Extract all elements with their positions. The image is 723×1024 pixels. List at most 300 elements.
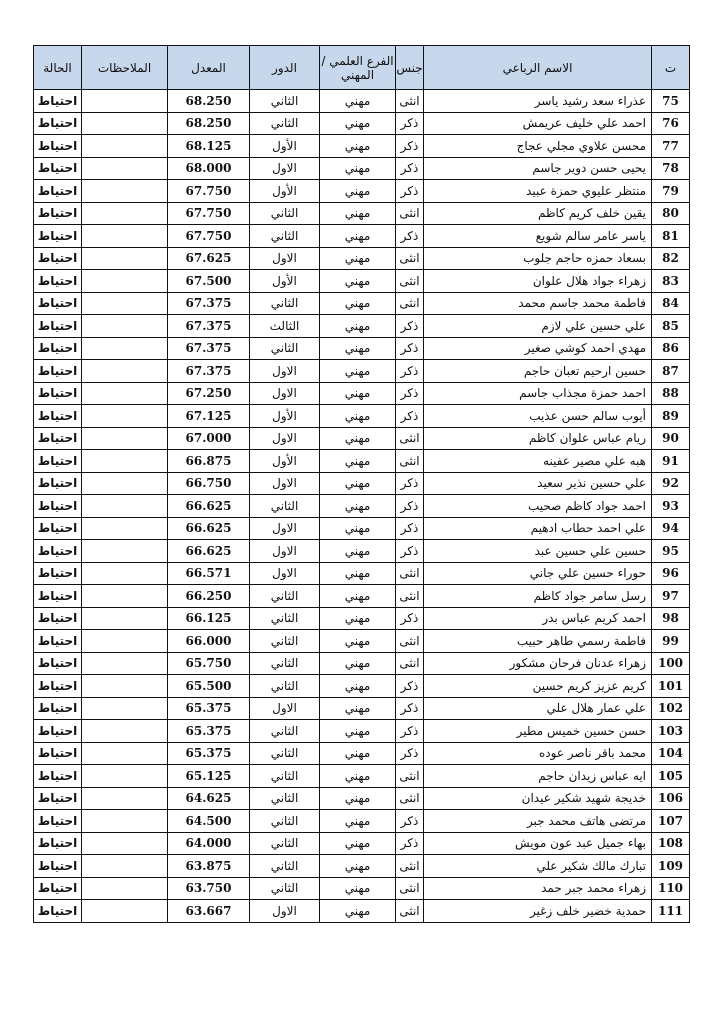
row-number: 107 [652,810,690,833]
gender-cell: انثى [396,630,424,653]
row-number: 93 [652,495,690,518]
round-cell: الثالث [250,315,320,338]
status-cell: احتياط [34,562,82,585]
branch-cell: مهني [320,135,396,158]
notes-cell [82,742,168,765]
average-cell: 66.750 [168,472,250,495]
student-name: أيوب سالم حسن عذيب [424,405,652,428]
notes-cell [82,697,168,720]
gender-cell: ذكر [396,472,424,495]
student-name: عذراء سعد رشيد ياسر [424,90,652,113]
student-name: علي حسين علي لازم [424,315,652,338]
gender-cell: ذكر [396,360,424,383]
row-number: 92 [652,472,690,495]
header-status: الحالة [34,46,82,90]
student-name: احمد جواد كاظم صحيب [424,495,652,518]
branch-cell: مهني [320,675,396,698]
row-number: 102 [652,697,690,720]
round-cell: الاول [250,427,320,450]
gender-cell: انثى [396,900,424,923]
average-cell: 67.000 [168,427,250,450]
status-cell: احتياط [34,360,82,383]
gender-cell: ذكر [396,832,424,855]
average-cell: 66.875 [168,450,250,473]
gender-cell: ذكر [396,675,424,698]
student-name: ايه عباس زيدان حاجم [424,765,652,788]
status-cell: احتياط [34,247,82,270]
branch-cell: مهني [320,810,396,833]
average-cell: 68.250 [168,112,250,135]
row-number: 103 [652,720,690,743]
round-cell: الأول [250,180,320,203]
table-row [34,112,690,135]
table-row [34,675,690,698]
table-row [34,900,690,923]
gender-cell: ذكر [396,337,424,360]
student-name: حسين علي حسين عبد [424,540,652,563]
branch-cell: مهني [320,405,396,428]
status-cell: احتياط [34,495,82,518]
table-row [34,382,690,405]
notes-cell [82,315,168,338]
notes-cell [82,877,168,900]
status-cell: احتياط [34,540,82,563]
round-cell: الاول [250,157,320,180]
average-cell: 67.375 [168,315,250,338]
header-name: الاسم الرباعي [424,46,652,90]
round-cell: الثاني [250,495,320,518]
row-number: 84 [652,292,690,315]
notes-cell [82,135,168,158]
status-cell: احتياط [34,652,82,675]
row-number: 109 [652,855,690,878]
row-number: 98 [652,607,690,630]
notes-cell [82,360,168,383]
student-name: مهدي احمد كوشي صغير [424,337,652,360]
average-cell: 63.875 [168,855,250,878]
row-number: 110 [652,877,690,900]
header-gender: جنس [396,46,424,90]
gender-cell: ذكر [396,382,424,405]
round-cell: الأول [250,450,320,473]
round-cell: الاول [250,540,320,563]
notes-cell [82,427,168,450]
branch-cell: مهني [320,247,396,270]
table-row [34,427,690,450]
gender-cell: انثى [396,247,424,270]
notes-cell [82,225,168,248]
status-cell: احتياط [34,450,82,473]
status-cell: احتياط [34,675,82,698]
table-row [34,405,690,428]
student-name: بسعاد حمزه حاجم جلوب [424,247,652,270]
branch-cell: مهني [320,315,396,338]
status-cell: احتياط [34,630,82,653]
branch-cell: مهني [320,292,396,315]
status-cell: احتياط [34,382,82,405]
table-row [34,787,690,810]
status-cell: احتياط [34,877,82,900]
row-number: 91 [652,450,690,473]
gender-cell: ذكر [396,315,424,338]
student-name: زهراء عدنان فرحان مشكور [424,652,652,675]
notes-cell [82,675,168,698]
row-number: 81 [652,225,690,248]
status-cell: احتياط [34,90,82,113]
table-row [34,765,690,788]
gender-cell: انثى [396,270,424,293]
gender-cell: انثى [396,202,424,225]
table-row [34,630,690,653]
status-cell: احتياط [34,765,82,788]
gender-cell: انثى [396,787,424,810]
table-row [34,742,690,765]
student-name: رسل سامر جواد كاظم [424,585,652,608]
branch-cell: مهني [320,720,396,743]
branch-cell: مهني [320,855,396,878]
average-cell: 68.250 [168,90,250,113]
table-row [34,472,690,495]
round-cell: الثاني [250,90,320,113]
status-cell: احتياط [34,315,82,338]
student-name: حسن حسين خميس مطير [424,720,652,743]
round-cell: الثاني [250,202,320,225]
notes-cell [82,810,168,833]
round-cell: الثاني [250,292,320,315]
student-name: ريام عباس علوان كاظم [424,427,652,450]
branch-cell: مهني [320,900,396,923]
branch-cell: مهني [320,270,396,293]
table-row [34,562,690,585]
branch-cell: مهني [320,697,396,720]
notes-cell [82,652,168,675]
gender-cell: انثى [396,652,424,675]
branch-cell: مهني [320,877,396,900]
student-name: احمد كريم عباس بدر [424,607,652,630]
student-name: ياسر عامر سالم شويع [424,225,652,248]
status-cell: احتياط [34,112,82,135]
row-number: 89 [652,405,690,428]
branch-cell: مهني [320,630,396,653]
notes-cell [82,382,168,405]
gender-cell: انثى [396,292,424,315]
table-row [34,720,690,743]
round-cell: الثاني [250,742,320,765]
branch-cell: مهني [320,787,396,810]
notes-cell [82,855,168,878]
table-row [34,202,690,225]
student-name: فاطمة محمد جاسم محمد [424,292,652,315]
student-name: احمد علي خليف عريمش [424,112,652,135]
student-name: بهاء جميل عبد عون مويش [424,832,652,855]
student-name: حسين ارحيم تعبان حاجم [424,360,652,383]
status-cell: احتياط [34,157,82,180]
status-cell: احتياط [34,607,82,630]
student-name: مرتضى هاتف محمد جبر [424,810,652,833]
student-name: هبه علي مصير عفينه [424,450,652,473]
average-cell: 65.375 [168,697,250,720]
row-number: 76 [652,112,690,135]
round-cell: الاول [250,472,320,495]
status-cell: احتياط [34,697,82,720]
branch-cell: مهني [320,112,396,135]
average-cell: 67.750 [168,202,250,225]
branch-cell: مهني [320,427,396,450]
gender-cell: انثى [396,855,424,878]
gender-cell: انثى [396,765,424,788]
average-cell: 63.750 [168,877,250,900]
row-number: 90 [652,427,690,450]
branch-cell: مهني [320,540,396,563]
round-cell: الثاني [250,877,320,900]
row-number: 104 [652,742,690,765]
notes-cell [82,270,168,293]
average-cell: 64.625 [168,787,250,810]
gender-cell: ذكر [396,517,424,540]
table-header-row [34,46,690,90]
student-name: احمد حمزة مجذاب جاسم [424,382,652,405]
notes-cell [82,292,168,315]
average-cell: 67.375 [168,360,250,383]
branch-cell: مهني [320,517,396,540]
average-cell: 63.667 [168,900,250,923]
student-name: منتظر عليوي حمزة عبيد [424,180,652,203]
average-cell: 68.125 [168,135,250,158]
status-cell: احتياط [34,855,82,878]
gender-cell: ذكر [396,742,424,765]
header-round: الدور [250,46,320,90]
round-cell: الاول [250,900,320,923]
gender-cell: انثى [396,562,424,585]
row-number: 97 [652,585,690,608]
row-number: 101 [652,675,690,698]
notes-cell [82,720,168,743]
table-row [34,135,690,158]
table-row [34,337,690,360]
notes-cell [82,585,168,608]
gender-cell: ذكر [396,180,424,203]
gender-cell: ذكر [396,607,424,630]
gender-cell: ذكر [396,405,424,428]
branch-cell: مهني [320,90,396,113]
branch-cell: مهني [320,382,396,405]
average-cell: 65.750 [168,652,250,675]
row-number: 96 [652,562,690,585]
gender-cell: ذكر [396,135,424,158]
notes-cell [82,157,168,180]
table-body [34,90,690,923]
average-cell: 66.625 [168,495,250,518]
table-row [34,157,690,180]
status-cell: احتياط [34,427,82,450]
notes-cell [82,630,168,653]
student-name: فاطمة رسمي طاهر حبيب [424,630,652,653]
average-cell: 66.571 [168,562,250,585]
table-row [34,877,690,900]
round-cell: الاول [250,562,320,585]
row-number: 78 [652,157,690,180]
row-number: 83 [652,270,690,293]
student-name: حوراء حسين علي جاني [424,562,652,585]
branch-cell: مهني [320,360,396,383]
row-number: 100 [652,652,690,675]
table-row [34,585,690,608]
round-cell: الثاني [250,630,320,653]
notes-cell [82,765,168,788]
round-cell: الثاني [250,675,320,698]
gender-cell: ذكر [396,495,424,518]
student-name: زهراء جواد هلال علوان [424,270,652,293]
row-number: 99 [652,630,690,653]
notes-cell [82,540,168,563]
status-cell: احتياط [34,472,82,495]
student-name: محسن علاوي مجلي عجاج [424,135,652,158]
status-cell: احتياط [34,405,82,428]
row-number: 106 [652,787,690,810]
branch-cell: مهني [320,202,396,225]
notes-cell [82,832,168,855]
table-row [34,652,690,675]
table-row [34,292,690,315]
row-number: 95 [652,540,690,563]
average-cell: 67.750 [168,180,250,203]
average-cell: 66.125 [168,607,250,630]
round-cell: الثاني [250,225,320,248]
average-cell: 66.250 [168,585,250,608]
header-branch: الفرع العلمي / المهني [320,46,396,90]
status-cell: احتياط [34,900,82,923]
notes-cell [82,112,168,135]
notes-cell [82,495,168,518]
gender-cell: انثى [396,877,424,900]
row-number: 111 [652,900,690,923]
round-cell: الثاني [250,337,320,360]
notes-cell [82,472,168,495]
average-cell: 67.500 [168,270,250,293]
table-row [34,540,690,563]
status-cell: احتياط [34,202,82,225]
student-name: يقين خلف كريم كاظم [424,202,652,225]
gender-cell: ذكر [396,697,424,720]
gender-cell: انثى [396,450,424,473]
table-row [34,832,690,855]
gender-cell: ذكر [396,810,424,833]
status-cell: احتياط [34,742,82,765]
gender-cell: ذكر [396,720,424,743]
table-row [34,450,690,473]
notes-cell [82,247,168,270]
round-cell: الثاني [250,720,320,743]
row-number: 79 [652,180,690,203]
results-table [33,45,690,923]
round-cell: الثاني [250,652,320,675]
branch-cell: مهني [320,607,396,630]
student-name: محمد باقر ناصر عوده [424,742,652,765]
branch-cell: مهني [320,157,396,180]
student-name: كريم عزيز كريم حسين [424,675,652,698]
row-number: 85 [652,315,690,338]
round-cell: الاول [250,697,320,720]
table-row [34,495,690,518]
round-cell: الأول [250,405,320,428]
row-number: 94 [652,517,690,540]
status-cell: احتياط [34,720,82,743]
average-cell: 65.500 [168,675,250,698]
student-name: حمدية خضير خلف زغير [424,900,652,923]
table-row [34,607,690,630]
notes-cell [82,450,168,473]
status-cell: احتياط [34,135,82,158]
branch-cell: مهني [320,765,396,788]
status-cell: احتياط [34,225,82,248]
average-cell: 67.375 [168,292,250,315]
round-cell: الاول [250,360,320,383]
branch-cell: مهني [320,742,396,765]
gender-cell: ذكر [396,540,424,563]
branch-cell: مهني [320,652,396,675]
status-cell: احتياط [34,180,82,203]
status-cell: احتياط [34,810,82,833]
notes-cell [82,202,168,225]
round-cell: الثاني [250,765,320,788]
average-cell: 65.125 [168,765,250,788]
table-row [34,247,690,270]
status-cell: احتياط [34,787,82,810]
round-cell: الثاني [250,810,320,833]
notes-cell [82,180,168,203]
gender-cell: انثى [396,585,424,608]
table-row [34,697,690,720]
table-row [34,855,690,878]
average-cell: 67.750 [168,225,250,248]
branch-cell: مهني [320,337,396,360]
table-row [34,810,690,833]
status-cell: احتياط [34,292,82,315]
average-cell: 67.125 [168,405,250,428]
gender-cell: ذكر [396,112,424,135]
row-number: 80 [652,202,690,225]
notes-cell [82,787,168,810]
student-name: علي احمد حطاب ادهيم [424,517,652,540]
average-cell: 68.000 [168,157,250,180]
student-name: يحيى حسن دوير جاسم [424,157,652,180]
round-cell: الثاني [250,112,320,135]
average-cell: 64.500 [168,810,250,833]
status-cell: احتياط [34,832,82,855]
round-cell: الاول [250,517,320,540]
round-cell: الاول [250,247,320,270]
status-cell: احتياط [34,270,82,293]
table-row [34,360,690,383]
row-number: 77 [652,135,690,158]
row-number: 82 [652,247,690,270]
notes-cell [82,517,168,540]
average-cell: 67.250 [168,382,250,405]
table-row [34,180,690,203]
round-cell: الأول [250,270,320,293]
status-cell: احتياط [34,585,82,608]
average-cell: 67.375 [168,337,250,360]
branch-cell: مهني [320,495,396,518]
table-row [34,315,690,338]
branch-cell: مهني [320,225,396,248]
notes-cell [82,900,168,923]
table-row [34,270,690,293]
header-average: المعدل [168,46,250,90]
round-cell: الثاني [250,787,320,810]
student-name: علي عمار هلال علي [424,697,652,720]
average-cell: 65.375 [168,742,250,765]
